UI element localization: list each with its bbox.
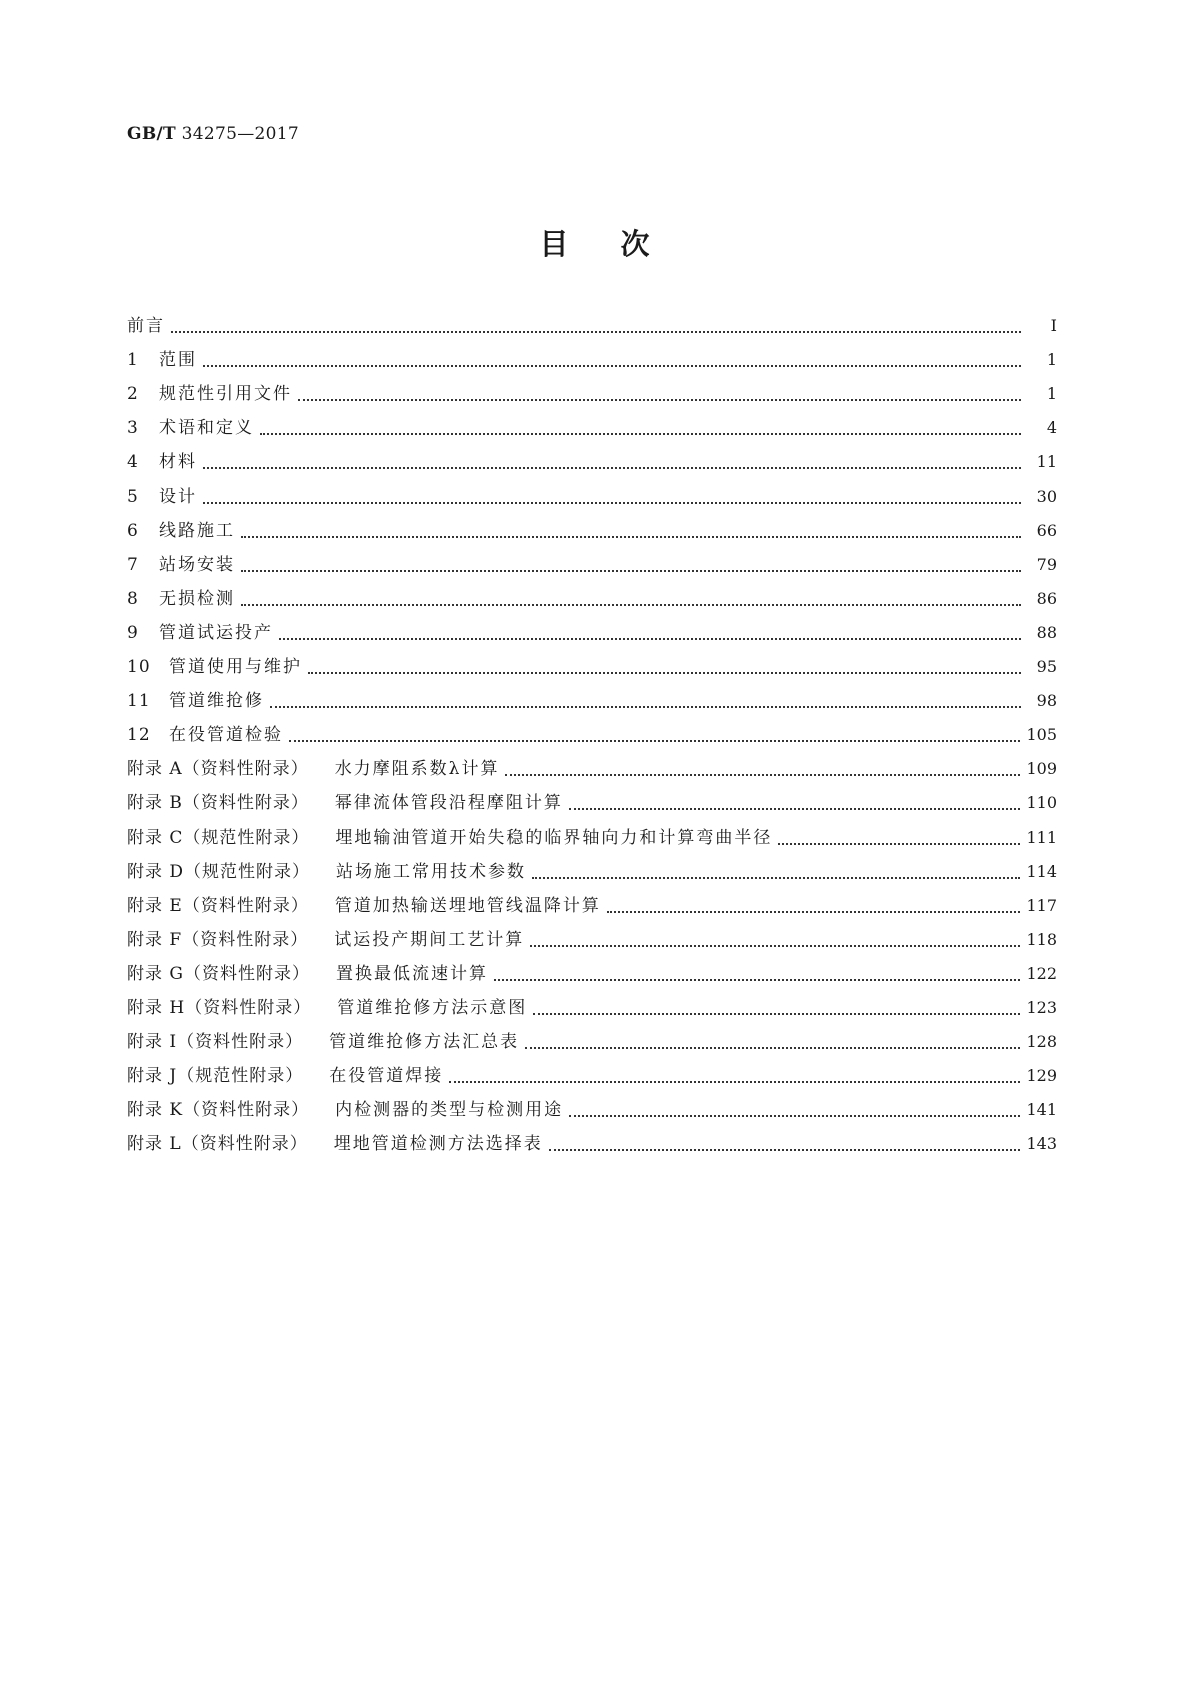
toc-dot-leader [270, 704, 1021, 708]
toc-entry-number: 11 [127, 691, 151, 712]
toc-dot-leader [569, 806, 1021, 810]
toc-dot-leader [532, 875, 1020, 879]
toc-entry-number: 附录 A（资料性附录） [127, 759, 309, 780]
toc-entry[interactable] [127, 1063, 1057, 1089]
toc-dot-leader [171, 329, 1021, 333]
toc-entry-page: 98 [1036, 691, 1057, 711]
toc-entry[interactable] [127, 654, 1057, 680]
toc-entry-label: 无损检测 [159, 588, 235, 609]
toc-entry-number: 附录 J（规范性附录） [127, 1066, 304, 1087]
toc-entry[interactable] [127, 961, 1057, 987]
toc-dot-leader [569, 1113, 1020, 1117]
toc-entry-number: 附录 E（资料性附录） [127, 895, 309, 916]
toc-dot-leader [203, 465, 1021, 469]
toc-entry-page: 141 [1026, 1100, 1057, 1120]
toc-dot-leader [607, 909, 1021, 913]
toc-entry[interactable] [127, 518, 1057, 544]
standard-code [127, 124, 299, 144]
toc-dot-leader [525, 1045, 1020, 1049]
title-part-1: 目 [539, 227, 571, 261]
toc-entry-page: 11 [1036, 452, 1057, 472]
toc-entry-number: 5 [127, 486, 139, 507]
toc-entry[interactable] [127, 893, 1057, 919]
toc-entry-label: 管道使用与维护 [169, 657, 302, 677]
toc-entry-number: 附录 I（资料性附录） [127, 1032, 304, 1053]
toc-dot-leader [241, 602, 1021, 606]
toc-entry-number: 3 [127, 418, 139, 439]
toc-entry-page: 111 [1026, 827, 1057, 847]
toc-entry-number: 附录 F（资料性附录） [127, 929, 309, 950]
toc-entry-page: 86 [1036, 588, 1057, 608]
toc-dot-leader [289, 738, 1020, 742]
toc-dot-leader [241, 534, 1021, 538]
toc-entry-number: 10 [127, 657, 151, 677]
toc-entry-page: 117 [1026, 895, 1057, 915]
toc-entry-label: 水力摩阻系数λ计算 [334, 759, 500, 780]
toc-entry-page: 30 [1036, 486, 1057, 506]
toc-entry[interactable] [127, 552, 1057, 578]
toc-dot-leader [505, 772, 1020, 776]
toc-entry[interactable] [127, 995, 1057, 1021]
toc-entry-page: 109 [1026, 759, 1057, 779]
toc-entry-label: 线路施工 [159, 520, 235, 541]
toc-entry-page: 1 [1046, 384, 1057, 404]
toc-entry-number: 7 [127, 554, 139, 575]
toc-entry-page: 128 [1026, 1032, 1057, 1052]
toc-entry-label: 置换最低流速计算 [335, 963, 488, 984]
standard-number: 34275—2017 [181, 124, 300, 144]
toc-entry-label: 站场安装 [159, 554, 235, 575]
toc-entry-page: 129 [1026, 1066, 1057, 1086]
title-part-2: 次 [620, 227, 652, 261]
toc-entry-label: 前言 [127, 316, 165, 336]
toc-entry-number: 附录 B（资料性附录） [127, 793, 309, 814]
toc-entry-number: 8 [127, 588, 139, 609]
toc-entry-label: 埋地输油管道开始失稳的临界轴向力和计算弯曲半径 [335, 827, 773, 848]
toc-entry[interactable] [127, 313, 1057, 339]
toc-entry-number: 附录 C（规范性附录） [127, 827, 310, 848]
toc-entry[interactable] [127, 825, 1057, 851]
toc-entry-label: 在役管道焊接 [329, 1066, 444, 1087]
toc-entry-label: 材料 [159, 452, 197, 473]
toc-entry-number: 附录 G（资料性附录） [127, 963, 310, 984]
toc-entry-page: 66 [1036, 520, 1057, 540]
toc-dot-leader [241, 568, 1021, 572]
toc-entry-number: 9 [127, 622, 139, 643]
toc-entry[interactable] [127, 722, 1057, 748]
toc-entry-number: 附录 L（资料性附录） [127, 1134, 308, 1155]
toc-entry-label: 管道加热输送埋地管线温降计算 [334, 895, 601, 916]
toc-entry[interactable] [127, 927, 1057, 953]
toc-entry-number: 6 [127, 520, 139, 541]
toc-entry-page: 79 [1036, 554, 1057, 574]
toc-entry-page: 88 [1036, 622, 1057, 642]
toc-entry[interactable] [127, 586, 1057, 612]
toc-entry-label: 管道维抢修 [169, 691, 264, 712]
toc-entry-number: 附录 D（规范性附录） [127, 861, 311, 882]
toc-entry-label: 范围 [159, 350, 197, 371]
toc-entry-number: 附录 H（资料性附录） [127, 998, 312, 1018]
toc-entry-page: 122 [1026, 963, 1057, 983]
toc-entry[interactable] [127, 688, 1057, 714]
standard-prefix: GB/T [127, 124, 176, 144]
toc-entry-number: 1 [127, 350, 139, 371]
page-title [0, 222, 1191, 263]
toc-entry-number: 4 [127, 452, 139, 473]
toc-dot-leader [308, 670, 1021, 674]
toc-entry-page: 4 [1046, 418, 1057, 438]
toc-dot-leader [530, 943, 1020, 947]
toc-entry-page: 95 [1036, 657, 1057, 676]
toc-entry-page: 110 [1026, 793, 1057, 813]
toc-dot-leader [533, 1011, 1020, 1015]
toc-entry-label: 管道维抢修方法汇总表 [329, 1032, 520, 1053]
toc-dot-leader [203, 363, 1021, 367]
toc-dot-leader [549, 1147, 1021, 1151]
toc-entry-number: 2 [127, 384, 139, 405]
toc-dot-leader [260, 431, 1021, 435]
toc-entry-label: 管道试运投产 [159, 622, 273, 643]
toc-entry-page: 143 [1026, 1134, 1057, 1154]
toc-dot-leader [298, 397, 1021, 401]
toc-dot-leader [494, 977, 1020, 981]
toc-entry-label: 内检测器的类型与检测用途 [335, 1100, 564, 1121]
toc-entry[interactable] [127, 790, 1057, 816]
toc-entry-page: 123 [1026, 998, 1057, 1017]
toc-entry-page: 114 [1026, 861, 1057, 881]
toc-entry-label: 试运投产期间工艺计算 [334, 929, 525, 950]
toc-entry[interactable] [127, 620, 1057, 646]
toc-entry[interactable] [127, 1131, 1057, 1157]
toc-entry[interactable] [127, 1097, 1057, 1123]
toc-entry-number: 12 [127, 725, 151, 746]
toc-entry-label: 术语和定义 [159, 418, 254, 439]
toc-entry-label: 设计 [159, 486, 197, 507]
toc-entry[interactable] [127, 756, 1057, 782]
toc-entry-page: 1 [1046, 350, 1057, 370]
toc-dot-leader [279, 636, 1021, 640]
toc-entry-number: 附录 K（资料性附录） [127, 1100, 310, 1121]
toc-entry[interactable] [127, 449, 1057, 475]
toc-entry[interactable] [127, 381, 1057, 407]
toc-entry-label: 规范性引用文件 [159, 384, 292, 405]
toc-dot-leader [449, 1079, 1020, 1083]
toc-dot-leader [778, 841, 1020, 845]
toc-entry-label: 管道维抢修方法示意图 [337, 998, 528, 1018]
toc-entry[interactable] [127, 484, 1057, 510]
toc-entry[interactable] [127, 859, 1057, 885]
toc-entry[interactable] [127, 347, 1057, 373]
toc-entry-label: 在役管道检验 [169, 725, 283, 746]
toc-entry-label: 幂律流体管段沿程摩阻计算 [334, 793, 563, 814]
toc-entry-label: 站场施工常用技术参数 [336, 861, 527, 882]
toc-entry[interactable] [127, 1029, 1057, 1055]
toc-entry-label: 埋地管道检测方法选择表 [333, 1134, 543, 1155]
toc-entry-page: 105 [1026, 725, 1057, 745]
toc-entry[interactable] [127, 415, 1057, 441]
toc-dot-leader [203, 500, 1021, 504]
toc-entry-page: 118 [1026, 929, 1057, 949]
toc-entry-page: Ⅰ [1050, 316, 1057, 335]
